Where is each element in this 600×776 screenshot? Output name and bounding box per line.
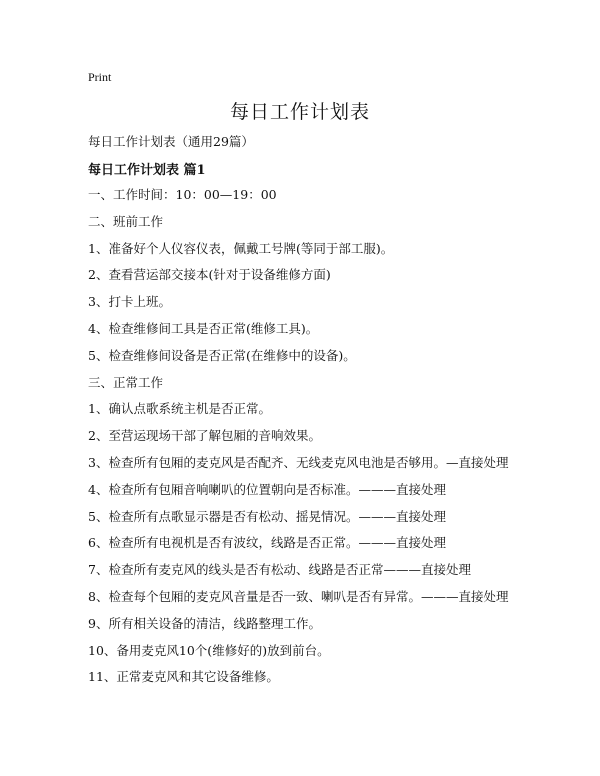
content-line: 9、所有相关设备的清洁，线路整理工作。 — [88, 615, 321, 631]
content-line: 3、打卡上班。 — [88, 294, 171, 310]
content-line: 5、检查所有点歌显示器是否有松动、摇晃情况。———直接处理 — [88, 508, 446, 524]
content-line: 6、检查所有电视机是否有波纹，线路是否正常。———直接处理 — [88, 535, 446, 551]
content-line: 4、检查维修间工具是否正常(维修工具)。 — [88, 320, 319, 336]
content-line: 二、班前工作 — [88, 213, 164, 229]
content-line: 一、工作时间：10：00—19：00 — [88, 187, 277, 202]
print-label: Print — [88, 70, 112, 84]
content-line: 1、准备好个人仪容仪表，佩戴工号牌(等同于部工服)。 — [88, 240, 394, 256]
content-line: 三、正常工作 — [88, 374, 164, 390]
content-line: 11、正常麦克风和其它设备维修。 — [88, 669, 279, 685]
document-subtitle: 每日工作计划表（通用29篇） — [88, 134, 254, 149]
content-line: 10、备用麦克风10个(维修好的)放到前台。 — [88, 642, 330, 658]
section-heading: 每日工作计划表 篇1 — [88, 163, 206, 178]
content-line: 3、检查所有包厢的麦克风是否配齐、无线麦克风电池是否够用。—直接处理 — [88, 454, 509, 470]
content-line: 1、确认点歌系统主机是否正常。 — [88, 401, 271, 417]
content-line: 8、检查每个包厢的麦克风音量是否一致、喇叭是否有异常。———直接处理 — [88, 588, 509, 604]
content-line: 5、检查维修间设备是否正常(在维修中的设备)。 — [88, 347, 356, 363]
content-lines — [88, 186, 588, 695]
content-line: 7、检查所有麦克风的线头是否有松动、线路是否正常———直接处理 — [88, 562, 471, 578]
content-line: 2、查看营运部交接本(针对于设备维修方面) — [88, 267, 331, 283]
page-title: 每日工作计划表 — [229, 101, 370, 123]
content-line: 2、至营运现场干部了解包厢的音响效果。 — [88, 428, 321, 444]
content-line: 4、检查所有包厢音响喇叭的位置朝向是否标准。———直接处理 — [88, 481, 446, 497]
